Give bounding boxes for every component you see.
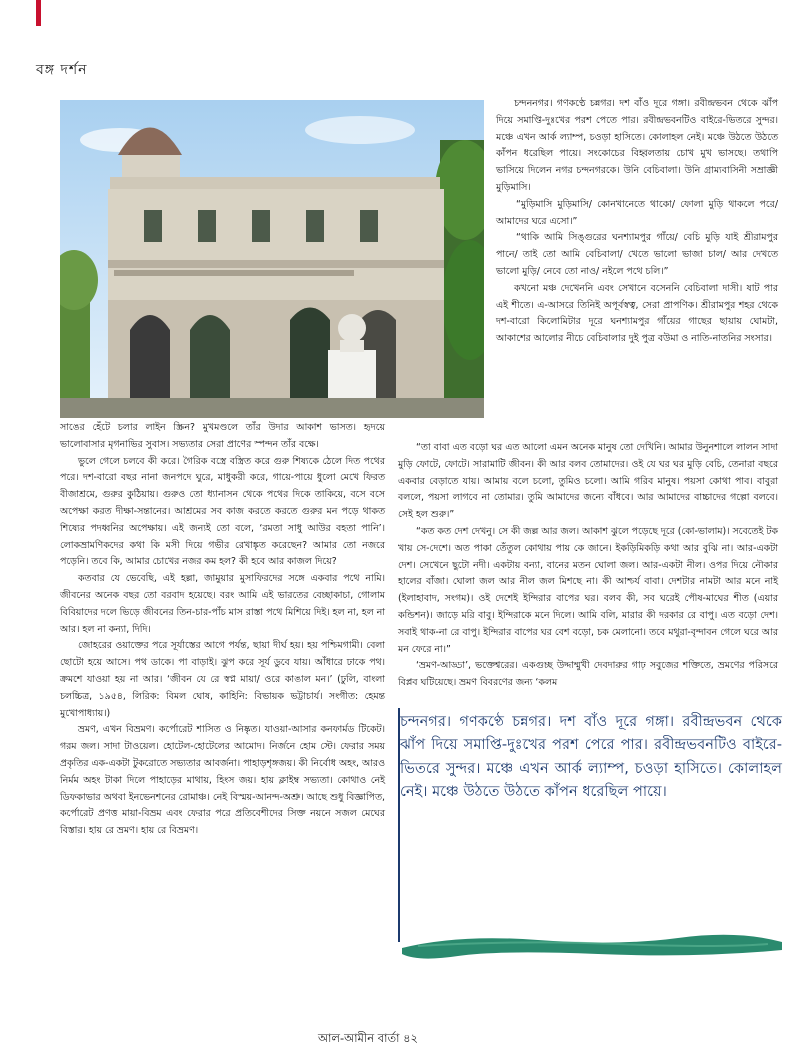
paragraph: সাঙের হেঁটে চলার লাইন স্ক্রিন? মুখমণ্ডলে তাঁর উদার আকাশ ভাসত। হৃদয়ে ভালোবাসার মৃগনাভির সুবাস। সভ্যতার সেরা প্রাণের স্পন্দন তাঁর বক্ষে। [60,422,385,450]
pull-quote: চন্দনগর। গণকণ্ঠে চন্নগর। দশ বাঁও দূরে গঙ্গা। রবীন্দ্রভবন থেকে ঝাঁপ দিয়ে সমাপ্তি-দুঃখের পরশ পেরে পার। রবীন্দ্রভবনটিও বাইরে-ভিতরে সুন্দর। মঞ্চে এখন আর্ক ল্যাম্প, চওড়া হাসিতে। কোলাহল নেই। মঞ্চে উঠতে উঠতে কাঁপন ধরেছিল পায়ে। [400,713,782,801]
paragraph: ‘ভ্রমণ-আড্ডা’, ভক্তেশ্বরের। একগুচ্ছ উদ্দাম্মুখী দেবদারুর গাঢ় সবুজের শক্তিতে, ভ্রমণের পরিসরে বিপ্লব ঘটিয়েছে। ভ্রমণ বিবরণের জন্য ‘কলম [398,660,778,689]
paragraph: ভুলে গেলে চলবে কী করে। গৈরিক বস্ত্রে বস্ত্রিত করে গুরু শিষ্যকে ঠেলে দিত পথের পরে। দশ-বারো বছর নানা জনপদে ঘুরে, মাধুকরী করে, গায়ে-পায়ে ধুলো মেখে ফিরত বীজাশ্রমে, গুরুর কুঠিয়ায়। গুরুও তো ধ্যানাসন থেকে পথের দিকে তাকিয়ে, বসে বসে অপেক্ষা করত দীক্ষা-সন্তানের। আশ্রমের সব কাজ করতে করতে গুরুর মন পড়ে থাকত শিষ্যের পদধ্বনির অপেক্ষায়। এই জন্যই তো বলে, ‘রমতা সাধু আউর বহতা পানি’। লোকভ্রামণিকদের কথা কি মসী দিয়ে গভীর রেখাঙ্কৃত করেছেন? আমার তো নজরে পড়েনি। তবে কি, আমার চোখের নজর কম হল? কী হবে আর কাজল দিয়ে? [60,455,385,568]
paragraph: “কত কত দেশ দেখনু। সে কী জল্ল আর জল। আকাশ ঝুলে পড়েছে দূরে (কো-ভালাম)। সবেতেই টক খায় সে-দেশে। অত পাকা তেঁতুল কোথায় পায় কে জানে। ইকড়িমিকড়ি কথা আর বুঝি না। আর-একটা দেশ। সেখেনে ছুটো নদী। একটায় বন্যা, বানের মতন ঘোলা জল। আর-একটা নীল। ওপর দিয়ে নৌকার হালের বাঁজা। ঘোলা জল আর নীল জল মিশছে না। কী আশ্চর্য বাবা। দেশটার নামটা আর মনে নাই (ইলাহাবাদ, সংগম)। ওই দেশেই ইন্দিরার বাপের ঘর। বলব কী, সব ঘরেই পৌষ-মাঘের শীত (এয়ার কন্ডিশন)। জাড়ে মরি বাবু। ইন্দিরাকে মনে দিলে। আমি বলি, মারার কী দরকার রে বাপু। এত বড়ো দেশ। সবাই থাক-না রে বাপু। ইন্দিরার বাপের ঘর বেশ বড়ো, চক মেলানো। তবে মথুরা-বৃন্দাবন গেলে ঘরে আর মন ফেরে না।” [398,525,778,655]
section-label: বঙ্গ দর্শন [36,62,88,78]
building-photo [60,100,484,418]
verse-quote: “থাকি আমি সিঙ্গুরের ঘনশ্যামপুর গাঁয়ে/ বেচি মুড়ি যাই শ্রীরামপুর পানে/ তাই তো আমি বেচিবালা/ খেতে ভালো ভাজা চাল/ আর দেখতে ভালো মুড়ি/ নেবে তো নাও/ নইলে পথে চলি।” [496,232,778,277]
paragraph: কখনো মঞ্চ দেখেননি এবং সেখানে বসেননি বেচিবালা দাসী। ষাট পার এই শীতে। এ-আসরে তিনিই অপূর্বস্বত্ব, সেরা প্রাপণিক। শ্রীরামপুর শহর থেকে দশ-বারো কিলোমিটার দূরে ঘনশ্যামপুর গাঁয়ের গাছের ছায়ায় ঘোমটা, আকাশের আলোর নীচে বেচিবালার দুই পুত্র বউমা ও নাতি-নাতনির সংসার। [496,282,778,345]
paragraph: কতবার যে ভেবেছি, এই হল্লা, জামুয়ার মুসাফিরদের সঙ্গে একবার পথে নামি। জীবনের অনেক বছর তো বরবাদ হয়েছে। বরং আমি এই ভারতের বেচ্ছাকাচা, গোলাম বিবিয়াদের দলে ভিড়ে জীবনের তিন-চার-পাঁচ মাস রাস্তা পথে মিশিয়ে দিই। হল না, হল না আর। হল না কন্যা, দিদি। [60,573,385,635]
paragraph: ভ্রমণ, এখন বিভ্রমণ। কর্পোরেট শাসিত ও নিষ্কৃত। যাওয়া-আসার কনফার্মড টিকেট। গরম জল। সাদা টাওয়েল। হোটেল-হোটেলের আমোদ। নির্জনে হোম স্টে। ফেরার সময় প্রকৃতির এক-একটা টুকরোতে সভ্যতার আবর্জনা। পাহাড়শৃঙ্গজয়। কী নির্বোধ অহং, আরও নির্মম অহং টাকা দিলে পাহাড়ের মাথায়, হিংস জয়। হায় ক্লাইম্ব সভ্যতা। কোথাও নেই ডিফকাভার অথবা ইনভেনশনের রোমাঞ্চ। নেই বিস্ময়-আনন্দ-অশ্রু। আছে শুধু বিজ্ঞাপিত, কর্পোরেট প্রণত্ত মায়া-বিভ্রম এবং ফেরার পরে প্রতিবেশীদের সিক্ত নয়নে সজল মেঘের বিস্তার। হায় রে ভ্রমণ। হায় রে বিভ্রমণ। [60,724,385,837]
brush-stroke-decoration [398,928,786,962]
paragraph: “তা বাবা এত বড়ো ঘর এত আলো এমন অনেক মানুষ তো দেখিনি। আমার উনুনশালে লালন সাদা মুড়ি ফোটে, ফোটে। সারামাটি জীবন। কী আর বলব তোমাদের। ওই যে ঘর ঘর মুড়ি বেচি, তেনারা বছরে একবার বেড়াতে যায়। আমায় বলে চলো, তুমিও চলো। আমি গরিব মানুষ। পয়সা কোথা পাব। বাবুরা বললে, পয়সা লাগবে না তোমার। তুমি আমাদের জন্যে বাঁধবে। আর আমাদের বাচ্চাদের গল্পো বলবে। সেই হল শুরু।” [398,442,778,521]
verse-quote: “মুড়িমাসি মুড়িমাসি/ কোনখানেতে থাকো/ ফোলা মুড়ি থাকলে পরে/ আমাদের ঘরে এসো।” [496,198,778,227]
paragraph: জোহরের ওয়াক্তের পরে সূর্যাস্তের আগে পর্যন্ত, ছায়া দীর্ঘ হয়। হয় পশ্চিমগামী। বেলা ছোটো হয়ে আসে। পথ ডাকে। পা বাড়াই। ঝুপ করে সূর্য ডুবে যায়। আঁধারে ঢাকে পথ। ক্রমশে যাওয়া হয় না আর। ‘জীবন যে রে স্বপ্ন মায়া/ ওরে কাঙাল মন।’ (ঢুলি, বাংলা চলচ্চিত্র, ১৯৫৪, লিরিক: বিমল ঘোষ, কাহিনি: বিভায়ক ভট্টাচার্য। সংগীত: হেমন্ত মুখোপাধ্যায়।) [60,640,385,719]
right-column-middle [398,440,778,692]
paragraph: চন্দননগর। গণকণ্ঠে চন্নগর। দশ বাঁও দূরে গঙ্গা। রবীন্দ্রভবন থেকে ঝাঁপ দিয়ে সমাপ্তি-দুঃখের পরশ পেতে পার। রবীন্দ্রভবনটিও বাইরে-ভিতরে সুন্দর। মঞ্চে এখন আর্ক ল্যাম্প, চওড়া হাসিতে। কোলাহল নেই। মঞ্চে উঠতে উঠতে কাঁপন ধরেছিল পায়ে। সংকোচের বিহ্বলতায় চোখ মুখ ভাসছে। তথাপি ভাসিয়ে দিলেন নগর চন্দনগরকে। উনি বেচিবালা। উনি গ্রাম্যবাসিনী সম্রাজ্ঞী মুড়িমাসি। [496,98,778,193]
right-column-top [496,96,778,348]
left-column [60,420,385,840]
page-footer: আল-আমীন বার্তা ৪২ [318,1031,419,1045]
heritage-building-image [60,100,484,418]
top-accent-rule [36,0,41,26]
